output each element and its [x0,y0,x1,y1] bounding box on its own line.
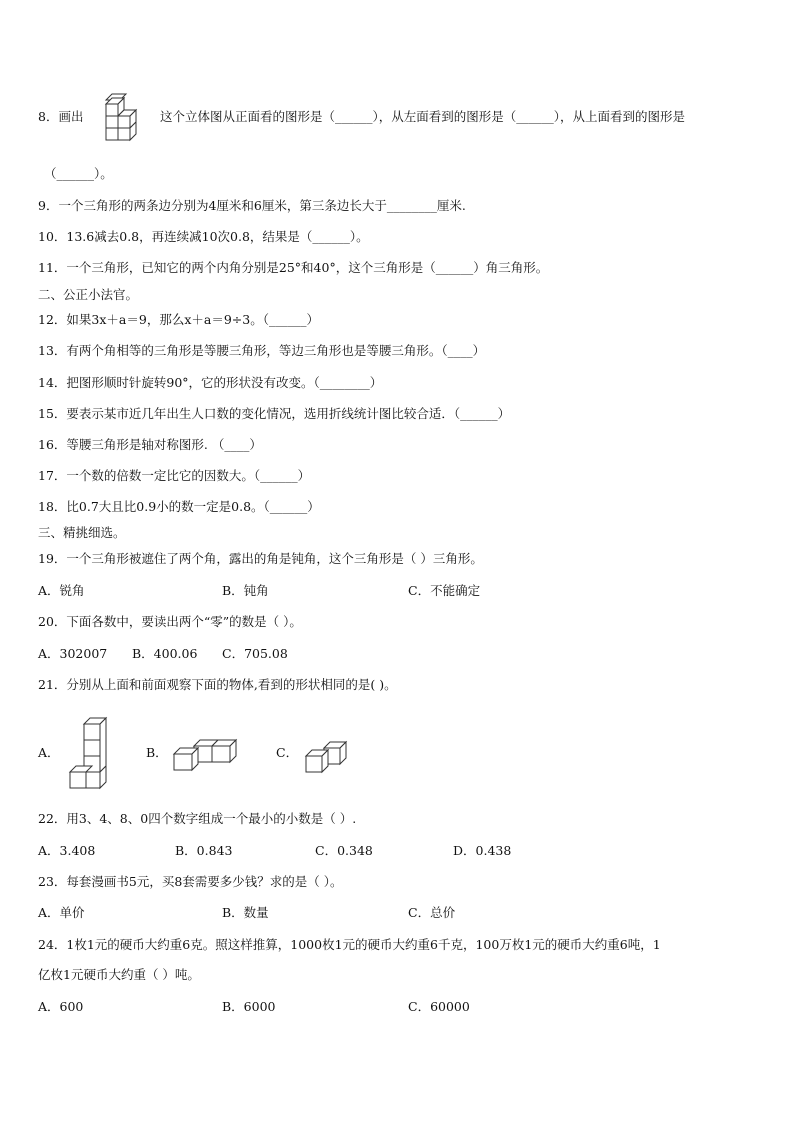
q18-text: 18．比0.7大且比0.9小的数一定是0.8。（______） [38,499,320,514]
q21-figure-c [304,740,356,774]
q9-text: 9．一个三角形的两条边分别为4厘米和6厘米，第三条边长大于________厘米. [38,198,466,213]
q21-text: 21．分别从上面和前面观察下面的物体,看到的形状相同的是( )。 [38,677,397,692]
q8-text: 这个立体图从正面看的图形是（______），从左面看到的图形是（______），从上面看到的图形是 [160,109,686,124]
q19-option-c: C．不能确定 [408,583,481,598]
q21-label-a: A． [38,745,60,760]
q20-text: 20．下面各数中，要读出两个“零”的数是（ ）。 [38,614,302,629]
q20-option-a: A．302007 [38,646,108,661]
q17-text: 17．一个数的倍数一定比它的因数大。（______） [38,468,311,483]
q21-label-c: C． [276,745,299,760]
q24-option-c: C．60000 [408,999,470,1014]
q13-text: 13．有两个角相等的三角形是等腰三角形，等边三角形也是等腰三角形。（____） [38,343,486,358]
q24-text-line2: 亿枚1元硬币大约重（ ）吨。 [38,967,200,982]
q19-option-a: A．锐角 [38,583,85,598]
q22-option-c: C．0.348 [315,843,373,858]
q22-option-b: B．0.843 [175,843,233,858]
q23-option-a: A．单价 [38,905,85,920]
q16-text: 16．等腰三角形是轴对称图形. （____） [38,437,262,452]
q23-option-b: B．数量 [222,905,269,920]
q22-option-a: A．3.408 [38,843,96,858]
q8-cube-figure [96,92,148,146]
q19-text: 19．一个三角形被遮住了两个角，露出的角是钝角，这个三角形是（ ）三角形。 [38,551,483,566]
q15-text: 15．要表示某市近几年出生人口数的变化情况，选用折线统计图比较合适．（______） [38,406,511,421]
q8-prefix: 8．画出 [38,109,84,124]
q22-text: 22．用3、4、8、0四个数字组成一个最小的小数是（ ）. [38,811,357,826]
q23-text: 23．每套漫画书5元，买8套需要多少钱？求的是（ ）。 [38,874,343,889]
q23-option-c: C．总价 [408,905,456,920]
q21-figure-a [66,716,110,794]
q8-continuation: （______）。 [44,166,113,181]
section-2-heading: 二、公正小法官。 [38,287,139,302]
q10-text: 10．13.6减去0.8，再连续减10次0.8，结果是（______）。 [38,229,369,244]
q24-option-b: B．6000 [222,999,276,1014]
q21-figure-b [172,738,242,772]
q11-text: 11．一个三角形，已知它的两个内角分别是25°和40°，这个三角形是（______）角三角形。 [38,260,549,275]
q22-option-d: D．0.438 [453,843,512,858]
q21-label-b: B． [146,745,168,760]
section-3-heading: 三、精挑细选。 [38,525,126,540]
q19-option-b: B．钝角 [222,583,269,598]
q12-text: 12．如果3x＋a＝9，那么x＋a＝9÷3。（______） [38,312,319,327]
q20-option-b: B．400.06 [132,646,198,661]
q14-text: 14．把图形顺时针旋转90°，它的形状没有改变。（________） [38,375,383,390]
q24-option-a: A．600 [38,999,84,1014]
q24-text-line1: 24．1枚1元的硬币大约重6克。照这样推算，1000枚1元的硬币大约重6千克，100万枚1元的硬币大约重6吨，1 [38,937,661,952]
q20-option-c: C．705.08 [222,646,288,661]
